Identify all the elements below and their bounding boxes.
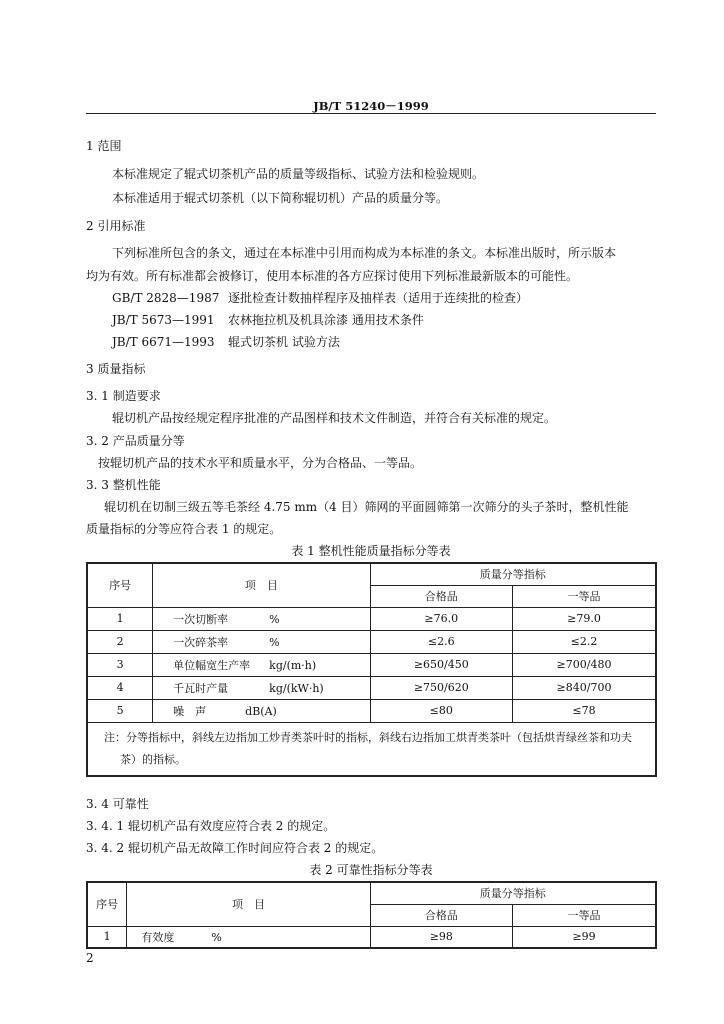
section-2-para-line-1: 下列标准所包含的条文，通过在本标准中引用而构成为本标准的条文。本标准出版时，所示版本 [112, 246, 617, 260]
section-3-4-1-para: 3. 4. 1 辊切机产品有效度应符合表 2 的规定。 [86, 819, 336, 833]
table-row [87, 630, 656, 653]
table-header-item: 项 目 [153, 563, 370, 607]
section-3-4-title: 3. 4 可靠性 [86, 797, 149, 811]
reference-title: 逐批检查计数抽样程序及抽样表（适用于连续批的检查） [228, 291, 529, 305]
section-3-3-para-line-2: 质量指标的分等应符合表 1 的规定。 [86, 522, 282, 536]
row-pass: ≥650/450 [370, 653, 512, 676]
section-3-4-2-para: 3. 4. 2 辊切机产品无故障工作时间应符合表 2 的规定。 [86, 841, 384, 855]
reference-code: GB/T 2828—1987 [112, 291, 220, 305]
reference-item [112, 312, 656, 328]
section-3-3-title: 3. 3 整机性能 [86, 478, 161, 492]
table-header-pass: 合格品 [370, 585, 512, 607]
row-item [127, 926, 370, 948]
row-pass: ≥98 [370, 926, 512, 948]
table-header-first: 一等品 [513, 585, 656, 607]
section-2-para-line-2: 均为有效。所有标准都会被修订，使用本标准的各方应探讨使用下列标准最新版本的可能性。 [86, 269, 579, 283]
table-2-caption: 表 2 可靠性指标分等表 [309, 863, 433, 877]
reference-item [112, 334, 656, 350]
table-row [87, 699, 656, 722]
row-pass: ≥76.0 [370, 607, 512, 630]
table-header-pass: 合格品 [370, 904, 512, 926]
row-item-label: 一次切断率 [173, 612, 229, 626]
row-item-unit: % [269, 635, 280, 649]
row-seq: 1 [87, 926, 127, 948]
row-seq: 5 [87, 699, 153, 722]
table-1-note [87, 722, 656, 776]
row-item-label: 有效度 [141, 930, 175, 944]
header-rule [86, 113, 656, 114]
row-item-unit: % [269, 612, 280, 626]
section-3-1-para: 辊切机产品按经规定程序批准的产品图样和技术文件制造，并符合有关标准的规定。 [112, 411, 557, 425]
table-row [87, 926, 656, 948]
section-1-para-1: 本标准规定了辊式切茶机产品的质量等级指标、试验方法和检验规则。 [112, 167, 485, 181]
row-item-unit: kg/(m·h) [269, 658, 317, 672]
table-row [87, 607, 656, 630]
reference-title: 农林拖拉机及机具涂漆 通用技术条件 [228, 313, 424, 327]
section-3-2-title: 3. 2 产品质量分等 [86, 434, 185, 448]
row-seq: 3 [87, 653, 153, 676]
table-2 [86, 881, 657, 949]
row-first: ≤2.2 [513, 630, 656, 653]
row-seq: 1 [87, 607, 153, 630]
table-row [87, 676, 656, 699]
table-header-seq: 序号 [87, 882, 127, 926]
row-item [153, 630, 370, 653]
row-item-unit: % [211, 930, 222, 944]
row-pass: ≤2.6 [370, 630, 512, 653]
table-header-first: 一等品 [513, 904, 656, 926]
row-item [153, 653, 370, 676]
row-item-label: 一次碎茶率 [173, 635, 229, 649]
page-number: 2 [86, 951, 94, 965]
table-header-seq: 序号 [87, 563, 153, 607]
row-item [153, 676, 370, 699]
section-3-title: 3 质量指标 [86, 362, 146, 376]
table-1-note-line-2: 茶）的指标。 [120, 752, 186, 766]
row-item-unit: dB(A) [245, 704, 277, 718]
row-item-unit: kg/(kW·h) [269, 681, 324, 695]
row-first: ≥840/700 [513, 676, 656, 699]
section-1-title: 1 范围 [86, 139, 122, 153]
row-item [153, 699, 370, 722]
row-item [153, 607, 370, 630]
row-pass: ≥750/620 [370, 676, 512, 699]
row-pass: ≤80 [370, 699, 512, 722]
row-seq: 4 [87, 676, 153, 699]
table-header-grade: 质量分等指标 [370, 882, 656, 904]
row-item-label: 千瓦时产量 [173, 681, 229, 695]
reference-code: JB/T 6671—1993 [112, 335, 215, 349]
page-header-code: JB/T 51240－1999 [313, 99, 429, 113]
reference-title: 辊式切茶机 试验方法 [228, 335, 340, 349]
table-1-note-line-1: 注：分等指标中，斜线左边指加工炒青类茶叶时的指标，斜线右边指加工烘青类茶叶（包括烘青绿丝茶和功夫 [104, 730, 632, 744]
row-item-label: 噪 声 [173, 704, 207, 718]
row-item-label: 单位幅宽生产率 [173, 658, 251, 672]
section-2-title: 2 引用标准 [86, 219, 146, 233]
row-first: ≤78 [513, 699, 656, 722]
section-1-para-2: 本标准适用于辊式切茶机（以下简称辊切机）产品的质量分等。 [112, 191, 449, 205]
section-3-3-para-line-1: 辊切机在切制三级五等毛茶经 4.75 mm（4 目）筛网的平面圆筛第一次筛分的头子茶时，整机性能 [104, 500, 629, 514]
row-first: ≥700/480 [513, 653, 656, 676]
row-seq: 2 [87, 630, 153, 653]
table-row [87, 653, 656, 676]
section-3-2-para: 按辊切机产品的技术水平和质量水平，分为合格品、一等品。 [98, 456, 423, 470]
row-first: ≥99 [513, 926, 656, 948]
row-first: ≥79.0 [513, 607, 656, 630]
reference-item [112, 290, 656, 306]
section-3-1-title: 3. 1 制造要求 [86, 389, 161, 403]
table-1 [86, 562, 657, 777]
table-1-caption: 表 1 整机性能质量指标分等表 [291, 544, 451, 558]
table-header-grade: 质量分等指标 [370, 563, 656, 585]
table-header-item: 项 目 [127, 882, 370, 926]
reference-code: JB/T 5673—1991 [112, 313, 215, 327]
